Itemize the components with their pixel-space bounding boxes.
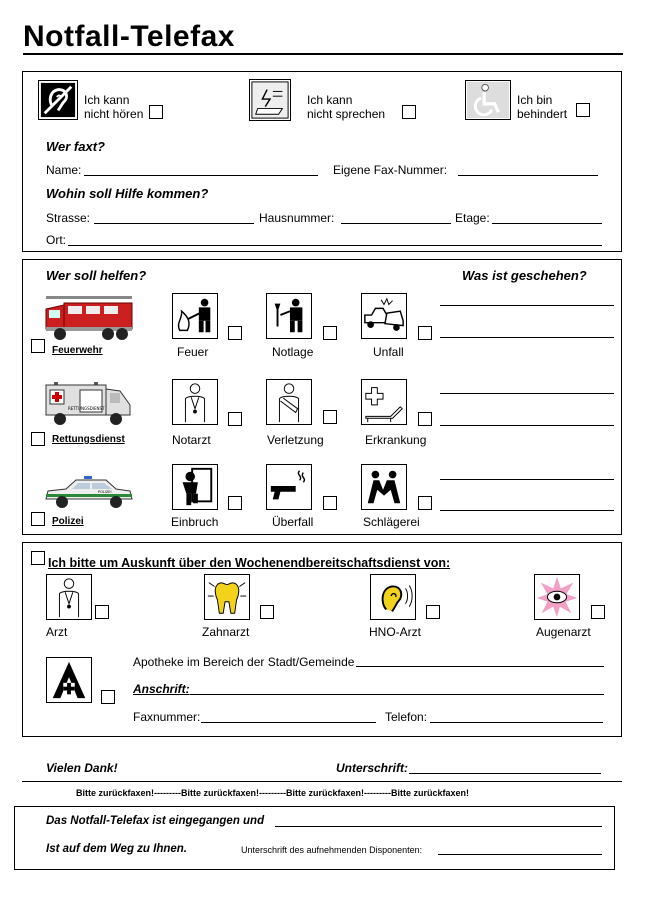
emergency-checkbox[interactable] — [323, 326, 337, 340]
on-way-text: Ist auf dem Weg zu Ihnen. — [46, 843, 187, 855]
mute-checkbox[interactable] — [402, 105, 416, 119]
street-label: Strasse: — [46, 211, 91, 225]
fight-icon — [361, 464, 407, 510]
fire-checkbox[interactable] — [228, 326, 242, 340]
ent-checkbox[interactable] — [426, 605, 440, 619]
fax-number-label: Eigene Fax-Nummer: — [333, 163, 448, 177]
place-label: Ort: — [46, 233, 66, 247]
injury-checkbox[interactable] — [323, 410, 337, 424]
eye-checkbox[interactable] — [591, 605, 605, 619]
title-rule — [23, 53, 623, 55]
pharmacy-icon — [46, 657, 92, 703]
what-happened-line-3[interactable] — [440, 393, 614, 394]
pharmacy-label: Apotheke im Bereich der Stadt/Gemeinde — [133, 655, 355, 669]
emergency-doctor-checkbox[interactable] — [228, 412, 242, 426]
fax-back-notice: Bitte zurückfaxen!---------Bitte zurückfaxen!---------Bitte zurückfaxen!---------Bitte zurückfaxen! — [76, 788, 469, 798]
received-text: Das Notfall-Telefax ist eingegangen und — [46, 815, 265, 827]
accident-icon — [361, 293, 407, 339]
illness-checkbox[interactable] — [418, 412, 432, 426]
address-field[interactable] — [190, 694, 604, 695]
deaf-label-2: nicht hören — [84, 107, 144, 121]
what-happened-line-2[interactable] — [440, 337, 614, 338]
accident-label: Unfall — [373, 345, 404, 359]
injury-label: Verletzung — [267, 433, 324, 447]
pharmacy-fax-label: Faxnummer: — [133, 710, 201, 724]
doctor-checkbox[interactable] — [95, 605, 109, 619]
emergency-doctor-icon — [172, 379, 218, 425]
ent-label: HNO-Arzt — [369, 625, 421, 639]
what-happened-line-5[interactable] — [440, 479, 614, 480]
rescue-label: Rettungsdienst — [52, 434, 125, 445]
street-field[interactable] — [94, 223, 254, 224]
doctor-label: Arzt — [46, 625, 68, 639]
rescue-checkbox[interactable] — [31, 432, 45, 446]
mute-label-1: Ich kann — [307, 93, 353, 107]
police-text: POLIZEI — [98, 490, 112, 494]
burglary-checkbox[interactable] — [228, 496, 242, 510]
fire-dept-checkbox[interactable] — [31, 339, 45, 353]
pharmacy-phone-label: Telefon: — [385, 710, 428, 724]
pharmacy-phone-field[interactable] — [430, 722, 603, 723]
what-happened-line-4[interactable] — [440, 425, 614, 426]
floor-label: Etage: — [455, 211, 490, 225]
signature-label: Unterschrift: — [336, 761, 409, 775]
illness-icon — [361, 379, 407, 425]
floor-field[interactable] — [492, 223, 602, 224]
what-happened-heading: Was ist geschehen? — [462, 268, 587, 283]
robbery-checkbox[interactable] — [323, 496, 337, 510]
address-label: Anschrift: — [133, 682, 190, 696]
deaf-icon — [38, 80, 78, 120]
police-car-icon — [44, 475, 134, 511]
fire-truck-icon — [44, 293, 134, 343]
robbery-label: Überfall — [272, 515, 314, 529]
dentist-icon — [204, 574, 250, 620]
fight-checkbox[interactable] — [418, 496, 432, 510]
who-faxes-heading: Wer faxt? — [46, 139, 105, 154]
thanks-text: Vielen Dank! — [46, 761, 118, 775]
received-field[interactable] — [275, 826, 602, 827]
dentist-label: Zahnarzt — [202, 625, 250, 639]
where-help-heading: Wohin soll Hilfe kommen? — [46, 186, 209, 201]
pharmacy-checkbox[interactable] — [101, 690, 115, 704]
weekend-checkbox[interactable] — [31, 551, 45, 565]
mute-icon — [249, 79, 291, 121]
house-number-field[interactable] — [341, 223, 451, 224]
weekend-heading: Ich bitte um Auskunft über den Wochenendbereitschaftsdienst von: — [48, 556, 451, 570]
mute-label-2: nicht sprechen — [307, 107, 386, 121]
emergency-doctor-label: Notarzt — [172, 433, 211, 447]
disabled-checkbox[interactable] — [576, 103, 590, 117]
doctor-icon — [46, 574, 92, 620]
ear-icon — [370, 574, 416, 620]
page-title: Notfall-Telefax — [23, 20, 235, 53]
signature-field[interactable] — [409, 773, 601, 774]
disabled-label-2: behindert — [517, 107, 568, 121]
dentist-checkbox[interactable] — [260, 605, 274, 619]
fire-icon — [172, 293, 218, 339]
emergency-label: Notlage — [272, 345, 314, 359]
illness-label: Erkrankung — [365, 433, 427, 447]
fire-dept-label: Feuerwehr — [52, 345, 103, 356]
burglary-icon — [172, 464, 218, 510]
injury-icon — [266, 379, 312, 425]
name-label: Name: — [46, 163, 82, 177]
ambulance-text: RETTUNGSDIENST — [68, 406, 105, 411]
fax-number-field[interactable] — [458, 175, 598, 176]
eye-label: Augenarzt — [536, 625, 591, 639]
pharmacy-city-field[interactable] — [356, 666, 604, 667]
dispatcher-signature-field[interactable] — [438, 854, 602, 855]
fight-label: Schlägerei — [363, 515, 420, 529]
pharmacy-fax-field[interactable] — [201, 722, 376, 723]
who-helps-heading: Wer soll helfen? — [46, 268, 147, 283]
dispatcher-signature-label: Unterschrift des aufnehmenden Disponenten: — [241, 845, 423, 855]
burglary-label: Einbruch — [171, 515, 219, 529]
deaf-checkbox[interactable] — [149, 105, 163, 119]
what-happened-line-1[interactable] — [440, 305, 614, 306]
what-happened-line-6[interactable] — [440, 510, 614, 511]
emergency-icon — [266, 293, 312, 339]
deaf-label-1: Ich kann — [84, 93, 130, 107]
accident-checkbox[interactable] — [418, 326, 432, 340]
ambulance-icon — [44, 381, 132, 427]
weekend-section — [22, 542, 622, 737]
place-field[interactable] — [68, 245, 602, 246]
footer-rule — [22, 781, 622, 782]
police-checkbox[interactable] — [31, 512, 45, 526]
name-field[interactable] — [84, 175, 318, 176]
wheelchair-icon — [465, 80, 511, 120]
disabled-label-1: Ich bin — [517, 93, 553, 107]
fire-label: Feuer — [177, 345, 209, 359]
police-label: Polizei — [52, 516, 84, 527]
robbery-icon — [266, 464, 312, 510]
house-number-label: Hausnummer: — [259, 211, 335, 225]
eye-icon — [534, 574, 580, 620]
